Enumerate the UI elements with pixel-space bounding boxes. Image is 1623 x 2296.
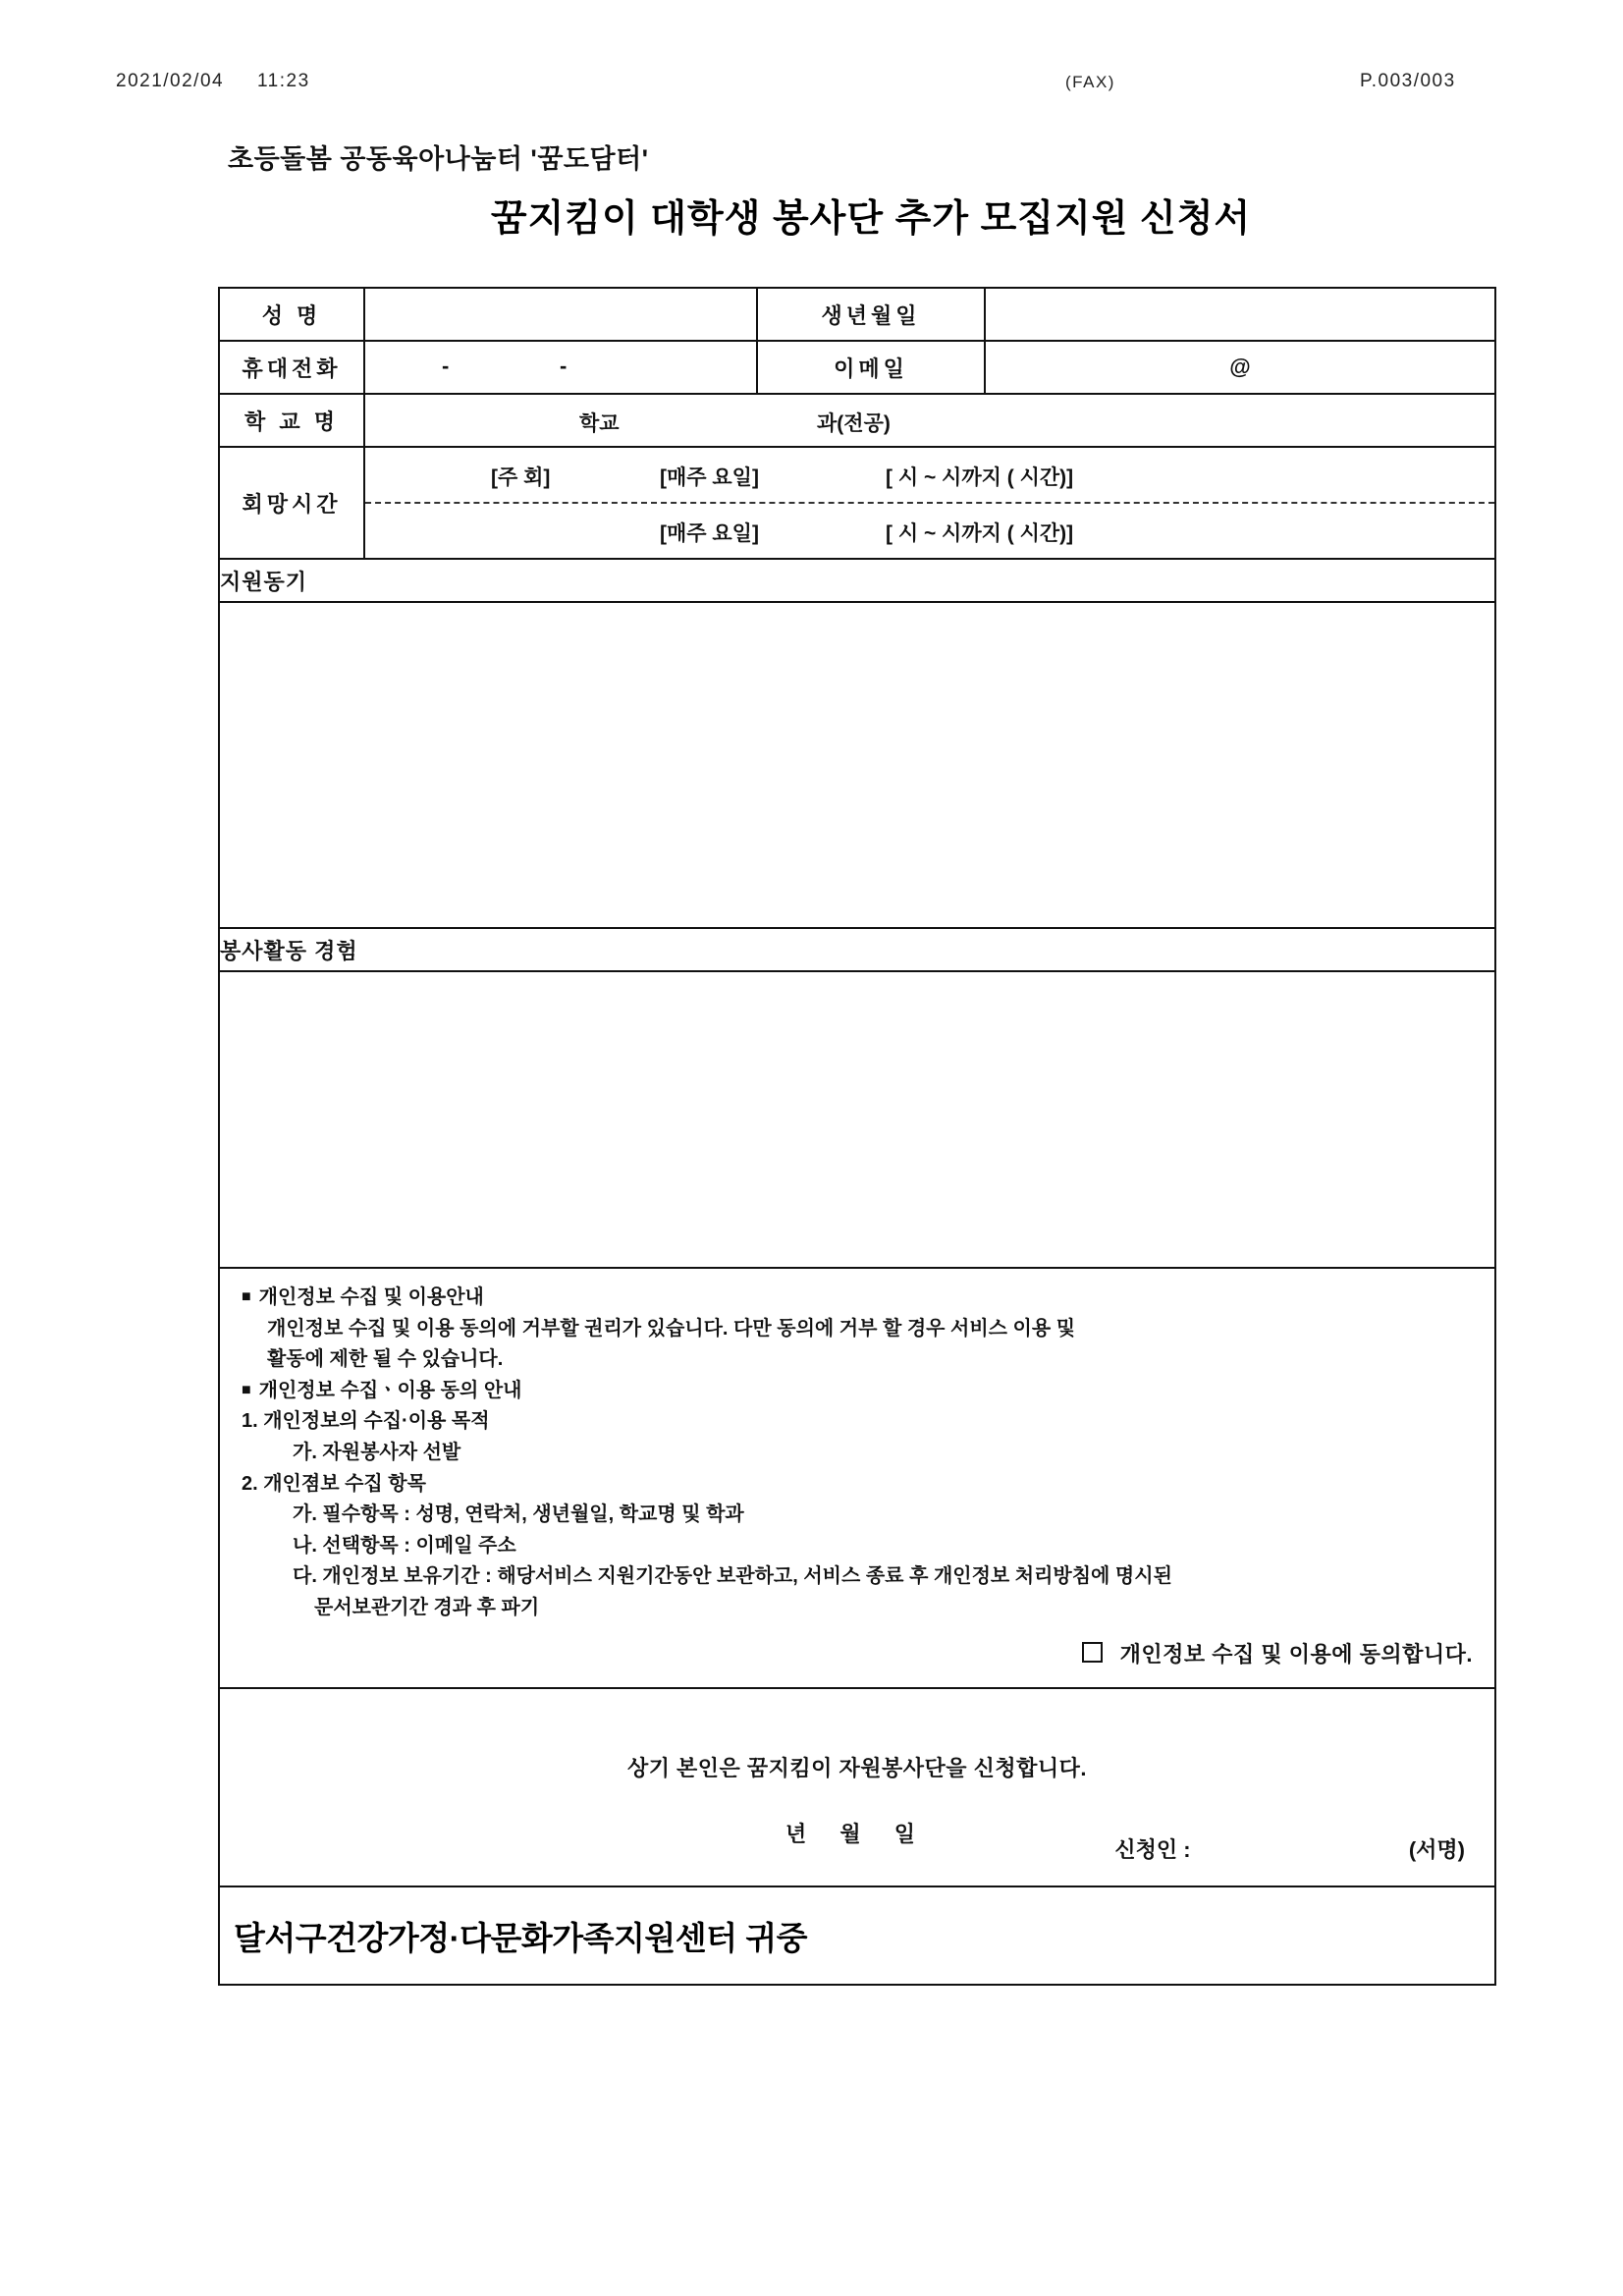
privacy-head-2-line [242, 1376, 1473, 1407]
privacy-head-1: 개인정보 수집 및 이용안내 [258, 1286, 484, 1308]
hope-time-line-1[interactable] [365, 448, 1494, 504]
square-bullet-icon-2: ■ [242, 1381, 251, 1398]
privacy-body-1-line-2: 활동에 제한 될 수 있습니다. [267, 1348, 504, 1371]
document-title-block [218, 137, 1494, 242]
privacy-item-1: 1. 개인정보의 수집·이용 목적 [242, 1410, 490, 1433]
email-label: 이메일 [757, 341, 985, 394]
hope-time-input[interactable] [364, 447, 1495, 559]
hope-time-label: 회망시간 [219, 447, 364, 559]
signature-date-line[interactable]: 년 월 일 [785, 1822, 929, 1847]
fax-page-number: P.003/003 [1360, 71, 1456, 91]
square-bullet-icon: ■ [242, 1288, 251, 1305]
privacy-item-1-a: 가. 자원봉사자 선발 [293, 1441, 461, 1463]
email-input[interactable]: @ [985, 341, 1495, 394]
signature-mark: (서명) [1408, 1837, 1465, 1863]
table-row-experience-head [219, 928, 1495, 971]
table-row-contact [219, 341, 1495, 394]
table-row-signature [219, 1688, 1495, 1886]
hope-week-count-1: [주 회] [491, 466, 551, 489]
footer-cell [219, 1886, 1495, 1985]
table-row-motive-body [219, 602, 1495, 928]
phone-input[interactable] [364, 341, 757, 394]
consent-line[interactable] [242, 1638, 1473, 1672]
table-row-hope-time [219, 447, 1495, 559]
footer-organization: 달서구건강가정·다문화가족지원센터 귀중 [234, 1919, 807, 1956]
school-label: 학 교 명 [219, 394, 364, 447]
applicant-label: 신청인 : [1114, 1837, 1191, 1863]
hope-weekday-1: [매주 요일] [660, 466, 759, 489]
table-row-school [219, 394, 1495, 447]
consent-label: 개인정보 수집 및 이용에 동의합니다. [1119, 1641, 1473, 1667]
phone-dash-2: - [560, 354, 568, 378]
privacy-item-2-c-cont: 문서보관기간 경과 후 파기 [314, 1596, 540, 1618]
privacy-body-1-line-1: 개인정보 수집 및 이용 동의에 거부할 권리가 있습니다. 다만 동의에 거부 할 경우 서비스 이용 및 [267, 1317, 1076, 1339]
table-row-motive-head [219, 559, 1495, 602]
fax-header [0, 71, 1623, 98]
privacy-item-2-c: 다. 개인정보 보유기간 : 해당서비스 지원기간동안 보관하고, 서비스 종료 후 개인정보 처리방침에 명시된 [293, 1565, 1172, 1588]
school-input[interactable] [364, 394, 1495, 447]
privacy-item-2-b: 나. 선택항목 : 이메일 주소 [293, 1534, 516, 1557]
table-row-footer [219, 1886, 1495, 1985]
motive-label: 지원동기 [219, 559, 1495, 602]
experience-textarea[interactable] [219, 971, 1495, 1268]
signature-applicant-line[interactable] [1114, 1833, 1465, 1864]
privacy-item-2-a: 가. 필수항목 : 성명, 연락처, 생년월일, 학교명 및 학과 [293, 1503, 744, 1526]
phone-dash-1: - [442, 354, 450, 378]
experience-label: 봉사활동 경험 [219, 928, 1495, 971]
name-label: 성 명 [219, 288, 364, 341]
major-word: 과(전공) [817, 412, 891, 435]
consent-checkbox[interactable] [1082, 1642, 1103, 1663]
school-word: 학교 [579, 412, 620, 435]
table-row-experience-body [219, 971, 1495, 1268]
signature-cell [219, 1688, 1495, 1886]
privacy-item-2: 2. 개인졈보 수집 항목 [242, 1472, 426, 1495]
document-subtitle: 초등돌봄 공동육아나눔터 '꿈도담터' [228, 144, 649, 174]
table-row-privacy [219, 1268, 1495, 1688]
birthdate-input[interactable] [985, 288, 1495, 341]
hope-hours-1: [ 시 ~ 시까지 ( 시간)] [886, 466, 1074, 489]
hope-time-line-2[interactable] [365, 504, 1494, 558]
birthdate-label: 생년월일 [757, 288, 985, 341]
name-input[interactable] [364, 288, 757, 341]
fax-date: 2021/02/04 [116, 71, 225, 91]
privacy-head-1-line [242, 1283, 1473, 1314]
application-form-table [218, 287, 1496, 1986]
hope-hours-2: [ 시 ~ 시까지 ( 시간)] [886, 522, 1074, 545]
motive-textarea[interactable] [219, 602, 1495, 928]
privacy-head-2: 개인정보 수집ㆍ이용 동의 안내 [258, 1379, 522, 1401]
page-title: 꿈지킴이 대학생 봉사단 추가 모집지원 신청서 [490, 198, 1252, 240]
signature-statement: 상기 본인은 꿈지킴이 자원봉사단을 신청합니다. [626, 1756, 1088, 1781]
hope-weekday-2: [매주 요일] [660, 522, 759, 545]
privacy-notice [220, 1269, 1494, 1687]
fax-label: (FAX) [1065, 73, 1115, 91]
phone-label: 휴대전화 [219, 341, 364, 394]
privacy-notice-cell [219, 1268, 1495, 1688]
table-row-name [219, 288, 1495, 341]
fax-time: 11:23 [257, 71, 310, 91]
